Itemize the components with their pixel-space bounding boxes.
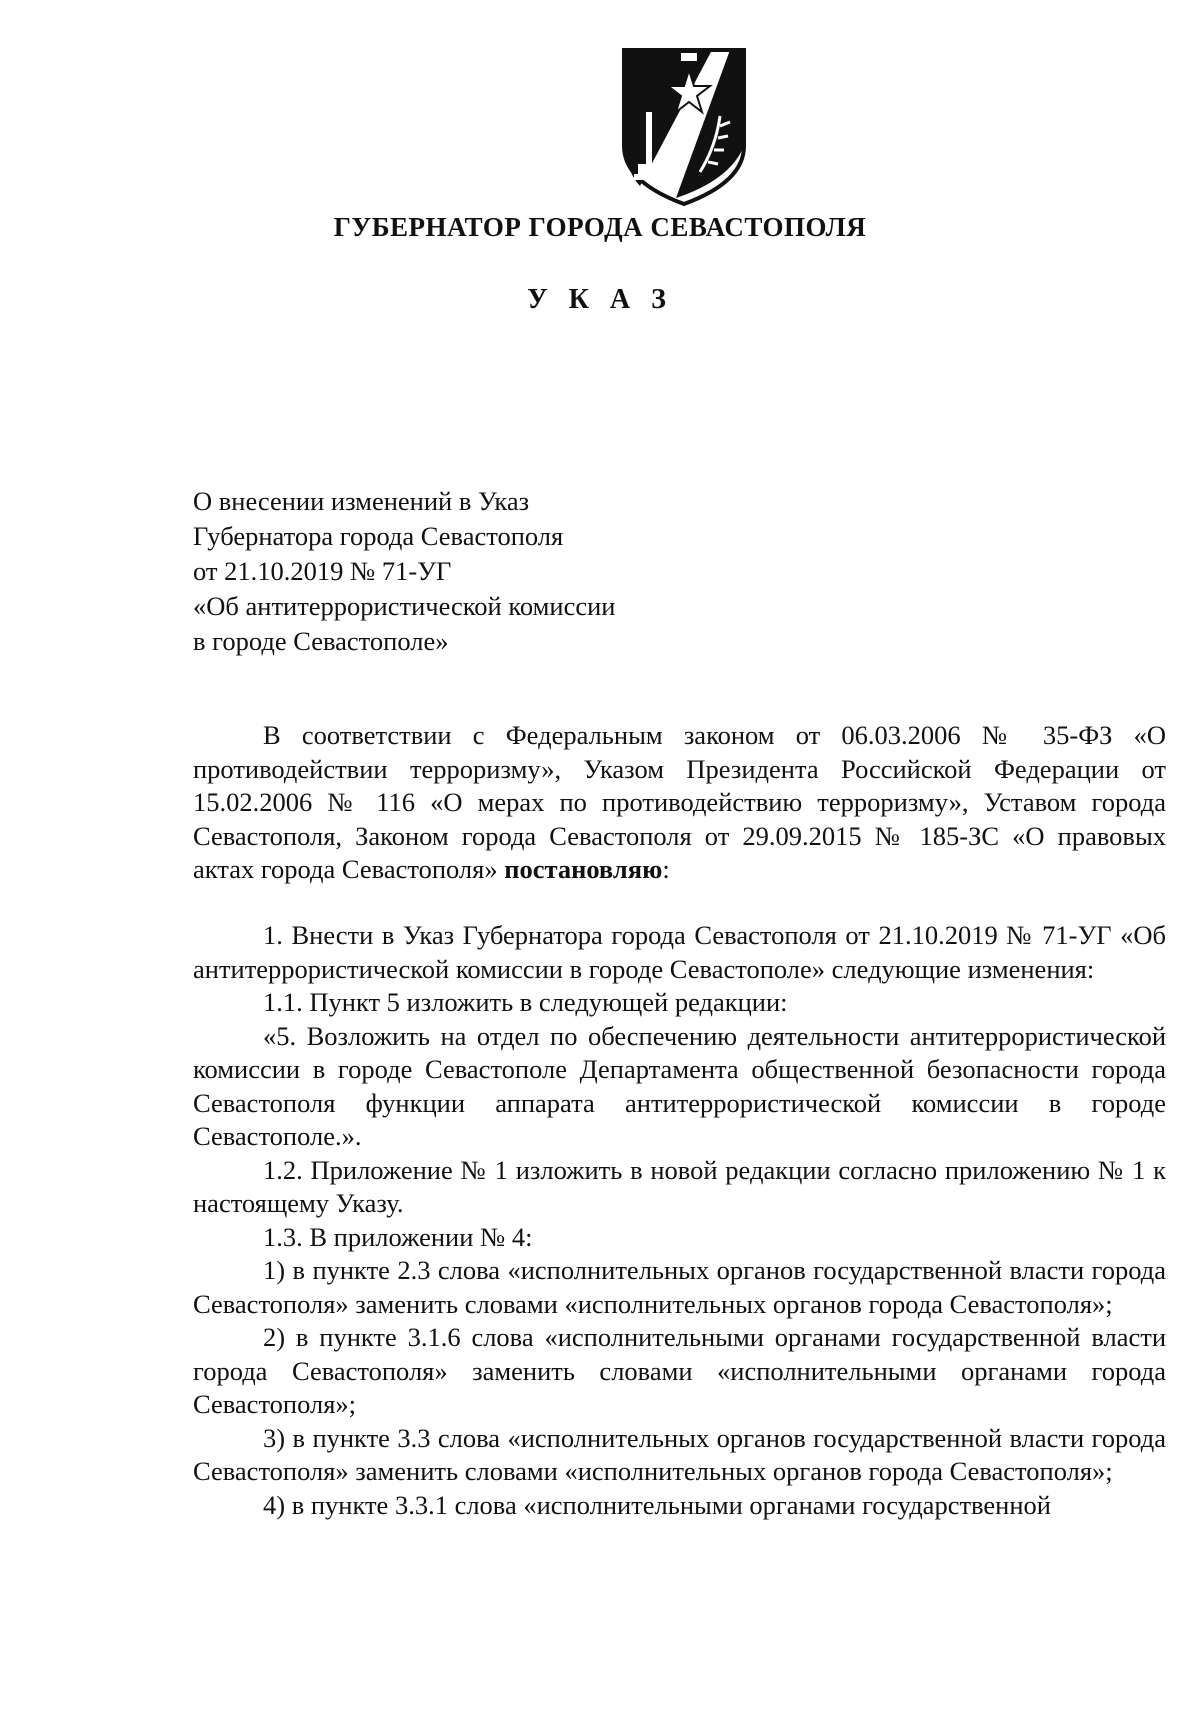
item-1: 1. Внести в Указ Губернатора города Севастополя от 21.10.2019 № 71-УГ «Об антитеррористической комиссии в городе Севастополе» следующие изменения: bbox=[193, 920, 1166, 984]
subitem-3: 3) в пункте 3.3 слова «исполнительных органов государственной власти города Севастополя» заменить словами «исполнительных органов города Севастополя»; bbox=[193, 1422, 1166, 1486]
item-1-1: 1.1. Пункт 5 изложить в следующей редакции: bbox=[263, 987, 788, 1017]
subject-line: «Об антитеррористической комиссии bbox=[193, 591, 616, 621]
sevastopol-coat-of-arms-icon bbox=[620, 46, 748, 208]
item-1-3: 1.3. В приложении № 4: bbox=[263, 1221, 533, 1252]
document-subject bbox=[193, 484, 615, 659]
preamble-paragraph bbox=[193, 719, 1166, 887]
decree-items bbox=[193, 919, 1166, 1522]
document-type: У К А З bbox=[527, 284, 673, 315]
authority-title: ГУБЕРНАТОР ГОРОДА СЕВАСТОПОЛЯ bbox=[333, 212, 867, 242]
subitem-2: 2) в пункте 3.1.6 слова «исполнительными органами государственной власти города Севастополя» заменить словами «исполнительными органами города Севастополя»; bbox=[193, 1322, 1166, 1419]
item-1-1-text: «5. Возложить на отдел по обеспечению деятельности антитеррористической комиссии в городе Севастополе Департамента общественной безопасности города Севастополя функции аппарата антитеррористической комиссии в городе Севастополе.». bbox=[193, 1020, 1166, 1151]
subitem-4: 4) в пункте 3.3.1 слова «исполнительными органами государственной bbox=[263, 1489, 1051, 1520]
resolve-word: постановляю bbox=[504, 854, 663, 884]
item-1-2: 1.2. Приложение № 1 изложить в новой редакции согласно приложению № 1 к настоящему Указу. bbox=[193, 1154, 1166, 1218]
preamble-text: В соответствии с Федеральным законом от 06.03.2006 № 35-ФЗ «О противодействии терроризму», Указом Президента Российской Федерации от 15.02.2006 № 116 «О мерах по противодействию терроризму», Уставом города Севастополя, Законом города Севастополя от 29.09.2015 № 185-ЗС «О правовых актах города Севастополя» bbox=[193, 720, 1166, 884]
preamble bbox=[193, 719, 1166, 887]
subitem-1: 1) в пункте 2.3 слова «исполнительных органов государственной власти города Севастополя» заменить словами «исполнительных органов города Севастополя»; bbox=[193, 1255, 1166, 1319]
subject-line: О внесении изменений в Указ bbox=[193, 486, 530, 516]
subject-line: Губернатора города Севастополя bbox=[193, 521, 564, 551]
subject-line: от 21.10.2019 № 71-УГ bbox=[193, 556, 452, 586]
preamble-colon: : bbox=[662, 854, 670, 884]
subject-line: в городе Севастополе» bbox=[193, 626, 449, 656]
